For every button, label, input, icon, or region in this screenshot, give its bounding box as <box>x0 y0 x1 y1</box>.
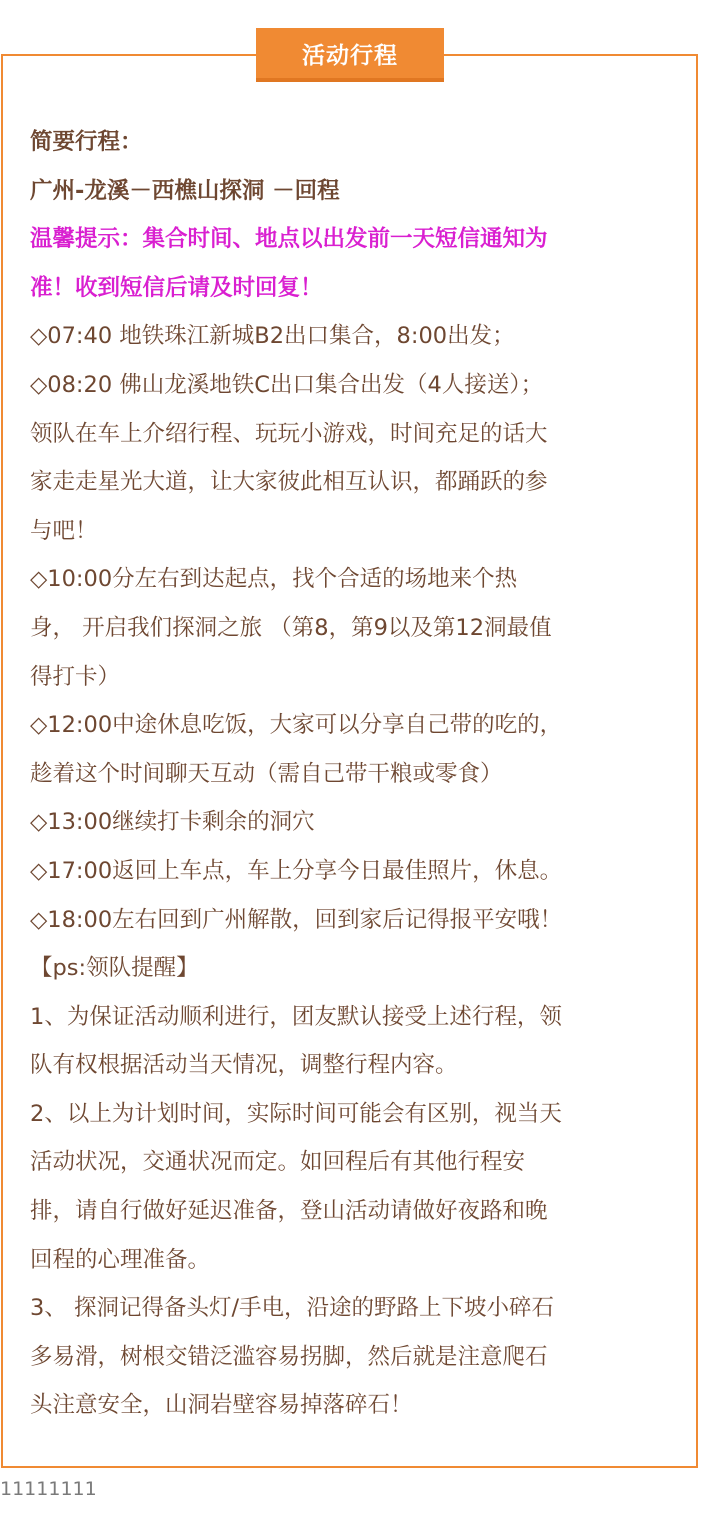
reminder-line: 活动状况，交通状况而定。如回程后有其他行程安 <box>30 1149 526 1176</box>
schedule-line: ◇10:00分左右到达起点，找个合适的场地来个热 <box>30 566 518 593</box>
itinerary-content <box>30 118 675 1430</box>
schedule-line: ◇17:00返回上车点，车上分享今日最佳照片，休息。 <box>30 857 563 884</box>
schedule-line: 与吧！ <box>30 517 98 544</box>
schedule-line: 家走走星光大道，让大家彼此相互认识，都踊跃的参 <box>30 469 548 496</box>
schedule-line: ◇07:40 地铁珠江新城B2出口集合，8:00出发； <box>30 323 515 350</box>
notice-line: 准！收到短信后请及时回复！ <box>30 274 323 301</box>
section-tab-title: 活动行程 <box>256 28 444 82</box>
schedule-line: ◇08:20 佛山龙溪地铁C出口集合出发（4人接送）； <box>30 371 544 398</box>
reminder-line: 2、以上为计划时间，实际时间可能会有区别，视当天 <box>30 1100 562 1127</box>
reminder-line: 头注意安全，山洞岩壁容易掉落碎石！ <box>30 1392 413 1419</box>
schedule-line: 趁着这个时间聊天互动（需自己带干粮或零食） <box>30 760 503 787</box>
schedule-line: 得打卡） <box>30 663 121 690</box>
reminder-line: 队有权根据活动当天情况，调整行程内容。 <box>30 1052 458 1079</box>
footer-text: 11111111 <box>0 1478 97 1500</box>
reminder-line: 回程的心理准备。 <box>30 1246 211 1273</box>
notice-line: 温馨提示：集合时间、地点以出发前一天短信通知为 <box>30 226 548 253</box>
schedule-line: ◇13:00继续打卡剩余的洞穴 <box>30 809 315 836</box>
section-title: 简要行程： <box>30 129 143 155</box>
route-summary: 广州-龙溪－西樵山探洞 －回程 <box>30 177 340 204</box>
reminder-line: 1、为保证活动顺利进行，团友默认接受上述行程，领 <box>30 1003 562 1030</box>
schedule-line: ◇12:00中途休息吃饭，大家可以分享自己带的吃的， <box>30 712 563 739</box>
reminder-line: 3、 探洞记得备头灯/手电，沿途的野路上下坡小碎石 <box>30 1295 555 1322</box>
schedule-line: 身， 开启我们探洞之旅 （第8，第9以及第12洞最值 <box>30 614 552 641</box>
reminder-line: 排，请自行做好延迟准备，登山活动请做好夜路和晚 <box>30 1198 548 1225</box>
reminder-line: 多易滑，树根交错泛滥容易拐脚，然后就是注意爬石 <box>30 1343 548 1370</box>
schedule-line: ◇18:00左右回到广州解散，回到家后记得报平安哦！ <box>30 906 563 933</box>
reminder-heading: 【ps:领队提醒】 <box>30 955 199 982</box>
schedule-line: 领队在车上介绍行程、玩玩小游戏，时间充足的话大 <box>30 420 548 447</box>
